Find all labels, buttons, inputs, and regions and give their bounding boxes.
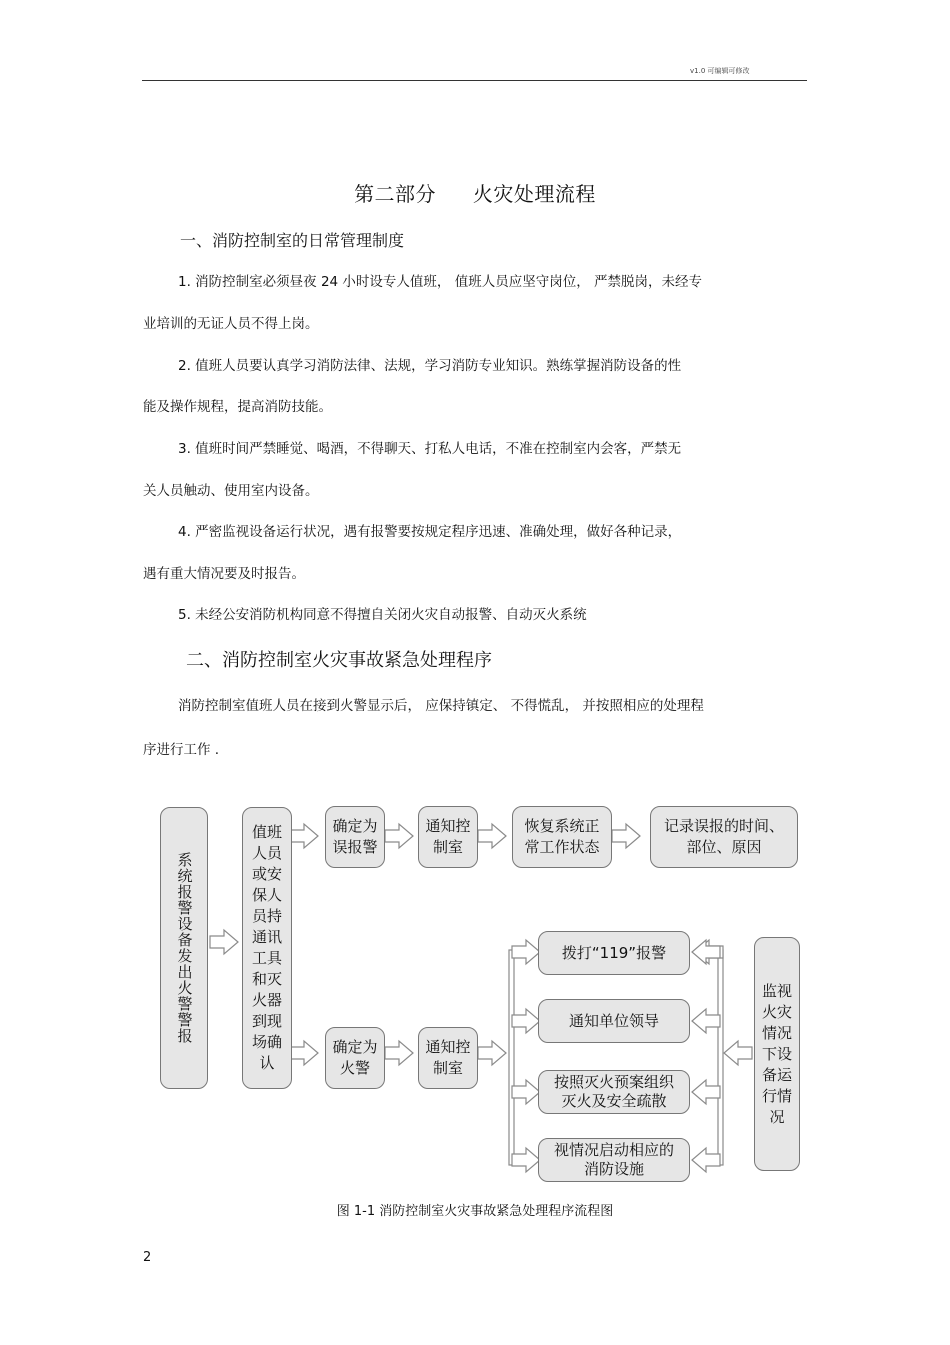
arrow-to-facilities [512,1148,540,1172]
arrow-to-call119 [512,940,540,964]
page-number: 2 [143,1250,152,1265]
rule-4-line1: 4. 严密监视设备运行状况，遇有报警要按规定程序迅速、准确处理，做好各种记录， [178,524,682,540]
box-notify-leader: 通知单位领导 [538,999,690,1043]
right-branch-bracket [718,950,723,1165]
page-title: 第二部分 火灾处理流程 [354,182,596,206]
arrow-confirm-to-false [290,824,318,848]
rule-2-line1: 2. 值班人员要认真学习消防法律、法规，学习消防专业知识。熟练掌握消防设备的性 [178,358,682,374]
arrow-false-to-notify1 [385,824,413,848]
section2-heading: 二、消防控制室火灾事故紧急处理程序 [186,650,492,671]
section2-para-line2: 序进行工作 . [143,742,220,758]
rule-5-line1: 5. 未经公安消防机构同意不得擅自关闭火灾自动报警、自动灭火系统 [178,607,587,623]
box-alarm: 系统报警设备发出火警警报 [160,807,208,1089]
box-monitor-text: 监视火灾情况下设备运行情况 [761,981,792,1126]
arrow-monitor-to-branch [724,1041,752,1065]
arrow-to-evacuate [512,1080,540,1104]
section2-para-line1: 消防控制室值班人员在接到火警显示后， 应保持镇定、 不得慌乱， 并按照相应的处理程 [178,698,704,714]
left-branch-bracket [509,950,514,1165]
arrow-alarm-to-confirm [210,930,238,954]
section1-heading: 一、消防控制室的日常管理制度 [180,231,405,250]
box-restore-system: 恢复系统正常工作状态 [512,806,612,868]
arrow-restore-to-record [612,824,640,848]
box-evacuate: 按照灭火预案组织灭火及安全疏散 [538,1070,690,1114]
box-confirm-onsite-text: 值班人员或安保人员持通讯工具和灭火器到现场确认 [251,823,282,1072]
box-notify-control-1: 通知控制室 [418,806,478,868]
rule-3-line1: 3. 值班时间严禁睡觉、喝酒，不得聊天、打私人电话，不准在控制室内会客，严禁无 [178,441,682,457]
box-fire-confirmed: 确定为火警 [325,1027,385,1089]
box-confirm-onsite [242,807,292,1089]
header-version: v1.0 可编辑可修改 [690,67,750,75]
arrow-confirm-to-fire [290,1041,318,1065]
box-monitor [754,937,800,1171]
arrow-fire-to-notify2 [385,1041,413,1065]
box-false-alarm: 确定为误报警 [325,806,385,868]
arrow-to-notify-leader [512,1009,540,1033]
box-record-false: 记录误报的时间、部位、原因 [650,806,798,868]
box-call-119: 拨打“119”报警 [538,931,690,975]
rule-3-line2: 关人员触动、使用室内设备。 [143,483,319,499]
rule-4-line2: 遇有重大情况要及时报告。 [143,566,305,582]
box-notify-control-2: 通知控制室 [418,1027,478,1089]
box-start-facilities: 视情况启动相应的消防设施 [538,1138,690,1182]
rule-1-line2: 业培训的无证人员不得上岗。 [143,316,319,332]
rule-1-line1: 1. 消防控制室必须昼夜 24 小时设专人值班， 值班人员应坚守岗位， 严禁脱岗，未经专 [178,274,703,290]
figure-caption: 图 1-1 消防控制室火灾事故紧急处理程序流程图 [336,1204,614,1219]
rule-2-line2: 能及操作规程，提高消防技能。 [143,399,332,415]
arrow-notify2-to-branch [478,1041,506,1065]
arrow-notify1-to-restore [478,824,506,848]
